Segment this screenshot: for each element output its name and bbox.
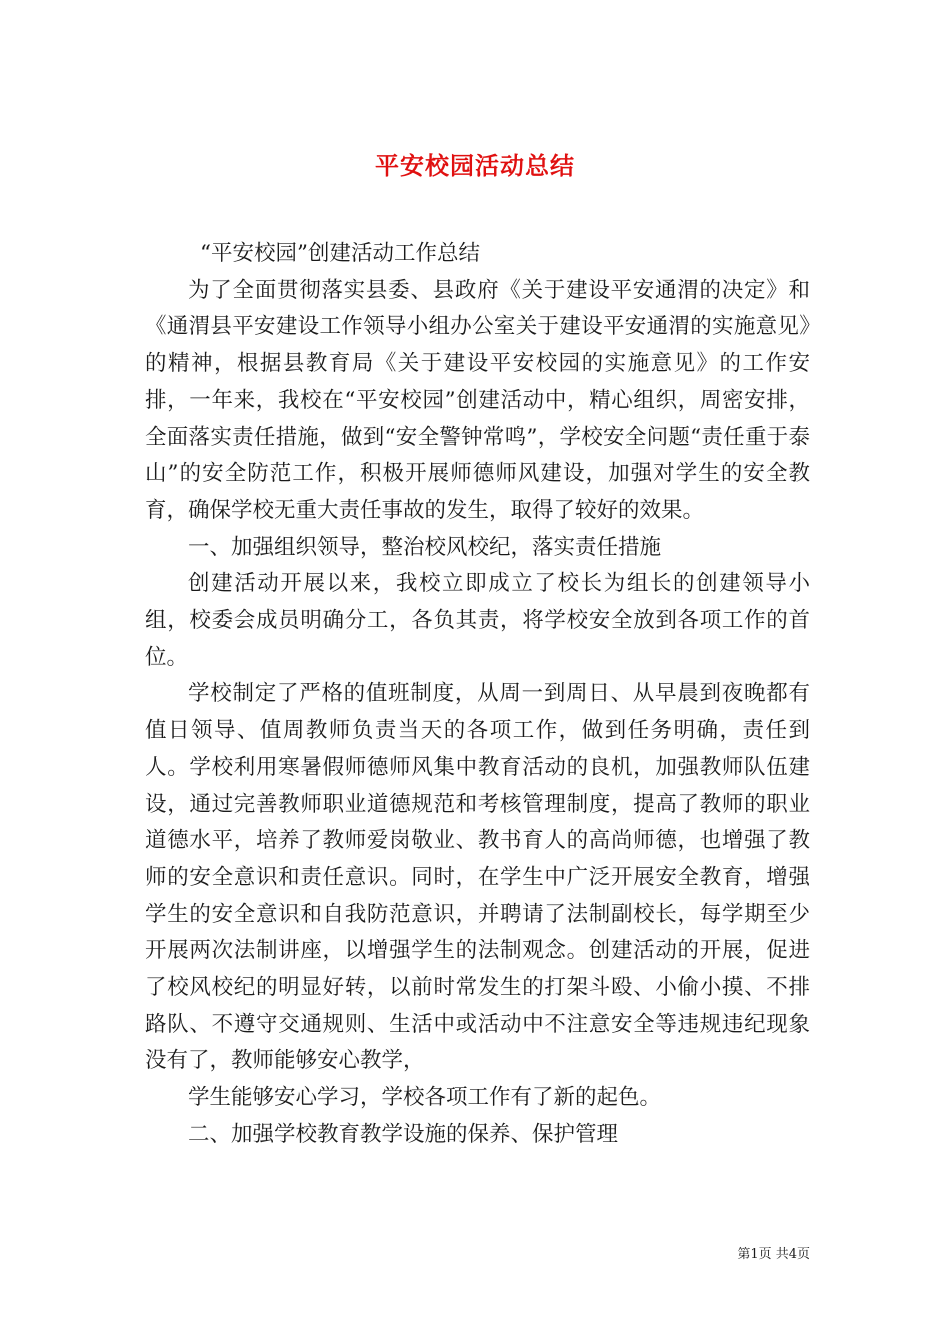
paragraph-intro: 为了全面贯彻落实县委、县政府《关于建设平安通渭的决定》和《通渭县平安建设工作领导小组办公室关于建设平安通渭的实施意见》的精神，根据县教育局《关于建设平安校园的实施意见》的工作安排，一年来，我校在“平安校园”创建活动中，精心组织，周密安排，全面落实责任措施，做到“安全警钟常鸣”，学校安全问题“责任重于泰山”的安全防范工作，积极开展师德师风建设，加强对学生的安全教育，确保学校无重大责任事故的发生，取得了较好的效果。 bbox=[145, 277, 810, 523]
section-heading-1: 一、加强组织领导，整治校风校纪，落实责任措施 bbox=[188, 534, 662, 560]
page-number: 第1页 共4页 bbox=[737, 1247, 810, 1262]
paragraph-duty-system: 学校制定了严格的值班制度，从周一到周日、从早晨到夜晚都有值日领导、值周教师负责当天的各项工作，做到任务明确，责任到人。学校利用寒暑假师德师风集中教育活动的良机，加强教师队伍建设，通过完善教师职业道德规范和考核管理制度，提高了教师的职业道德水平，培养了教师爱岗敬业、教书育人的高尚师德，也增强了教师的安全意识和责任意识。同时，在学生中广泛开展安全教育，增强学生的安全意识和自我防范意识，并聘请了法制副校长，每学期至少开展两次法制讲座，以增强学生的法制观念。创建活动的开展，促进了校风校纪的明显好转，以前时常发生的打架斗殴、小偷小摸、不排路队、不遵守交通规则、生活中或活动中不注意安全等违规违纪现象没有了，教师能够安心教学， bbox=[145, 681, 810, 1074]
section-heading-2: 二、加强学校教育教学设施的保养、保护管理 bbox=[188, 1121, 619, 1147]
document-body bbox=[145, 236, 810, 1154]
page-title: 平安校园活动总结 bbox=[375, 151, 575, 181]
paragraph-leadership: 创建活动开展以来，我校立即成立了校长为组长的创建领导小组，校委会成员明确分工，各负其责，将学校安全放到各项工作的首位。 bbox=[145, 571, 810, 670]
paragraph-students: 学生能够安心学习，学校各项工作有了新的起色。 bbox=[188, 1085, 662, 1111]
document-subtitle: “平安校园”创建活动工作总结 bbox=[200, 241, 480, 266]
